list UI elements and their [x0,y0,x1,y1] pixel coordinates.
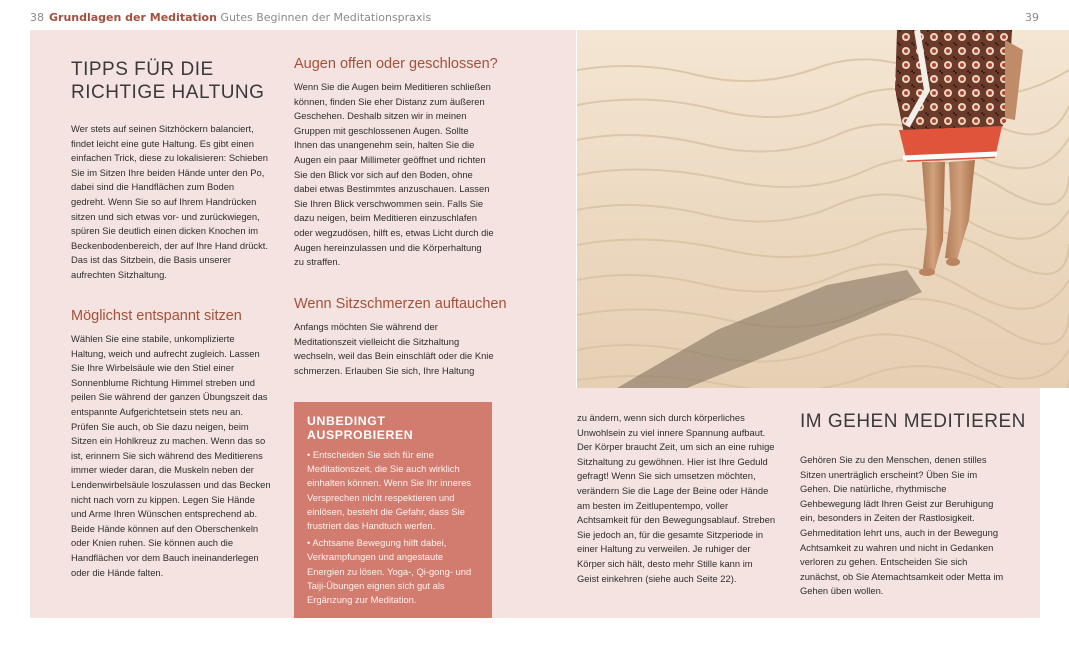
sand-walk-illustration [577,30,1069,388]
page-number-right: 39 [1025,11,1039,24]
relaxed-sitting-text: Wählen Sie eine stabile, unkomplizierte Haltung, weich und aufrecht zugleich. Lassen Sie Ihre Wirbelsäule wie den Stiel einer Sonnenblume Richtung Himmel streben und peilen Sie während der ganzen Übungszeit das entspannte Aufgerichtetsein stets neu an. Prüfen Sie auch, ob Sie dazu neigen, beim Sitzen ein Hohlkreuz zu machen. Wenn das so ist, erinnern Sie sich während des Meditierens immer wieder daran, die Muskeln neben der Lendenwirbelsäule loszulassen und das Becken nicht nach vorn zu kippen. Legen Sie Hände und Arme Ihren Wünschen entsprechend ab. Beide Hände können auf den Oberschenkeln oder Knien ruhen. Sie können auch die Handflächen vor dem Bauch ineinanderlegen oder die Hände falten. [71,333,271,578]
sitting-continuation-text: zu ändern, wenn sich durch körperliches Unwohlsein zu viel innere Spannung aufbaut. Der Körper braucht Zeit, um sich an eine ruhige Sitzhaltung zu gewöhnen. Hier ist Ihre Geduld gefragt! Wenn Sie sich umsetzen möchten, verändern Sie die Lage der Beine oder Hände am besten im Zeitlupentempo, voller Achtsamkeit für den Bewegungsablauf. Streben Sie jedoch an, für die gesamte Sitzperiode in einer Haltung zu verweilen. Je ruhiger der Körper sich hält, desto mehr Stille kann im Geist einkehren (siehe auch Seite 22). [577,412,776,584]
tips-title [71,58,281,104]
relaxed-sitting-heading: Möglichst entspannt sitzen [71,308,242,324]
tips-title-line2: RICHTIGE HALTUNG [71,82,265,103]
walking-meditation-text: Gehören Sie zu den Menschen, denen stilles Sitzen unerträglich erscheint? Üben Sie im Gehen. Die natürliche, rhythmische Gehbewegung lädt Ihren Geist zur Beruhigung ein, besonders in Zeiten der Rastlosigkeit. Gehmeditation lehrt uns, auch in der Bewegung Achtsamkeit zu wahren und nicht in Gedanken verloren zu gehen. Entscheiden Sie sich zunächst, ob Sie Atemachtsamkeit oder Metta im Gehen üben wollen. [800,454,1004,597]
tips-intro-text: Wer stets auf seinen Sitzhöckern balanciert, findet leicht eine gute Haltung. Es gibt einen einfachen Trick, diese zu lokalisieren: Schieben Sie im Sitzen Ihre beiden Hände unter den Po, dabei sind die Handflächen zum Boden gedreht. Wenn Sie so auf Ihrem Handrücken sitzen und sich etwas vor- und zurückwiegen, spüren Sie deutlich einen dicken Knochen im Beckenbodenbereich, der auf Ihre Hand drückt. Das ist das Sitzbein, die Basis unserer aufrechten Sitzhaltung. [71,123,268,280]
pain-heading: Wenn Sitzschmerzen auftauchen [294,296,507,312]
pain-text: Anfangs möchten Sie während der Meditationszeit vielleicht die Sitzhaltung wechseln, weil das Bein einschläft oder die Knie schmerzen. Erlauben Sie sich, Ihre Haltung [294,321,494,376]
running-title [49,11,431,24]
section-title: Grundlagen der Meditation [49,11,217,24]
eyes-text: Wenn Sie die Augen beim Meditieren schließen können, finden Sie eher Distanz zum äußeren Geschehen. Deshalb sitzen wir in meinen Gruppen mit geschlossenen Augen. Sollte Ihnen das unangenehm sein, halten Sie die Augen ein paar Millimeter geöffnet und richten Sie den Blick vor sich auf den Boden, ohne dabei etwas Bestimmtes anzuschauen. Lassen Sie Ihren Blick verschwommen sein. Falls Sie dazu neigen, beim Meditieren einzuschlafen oder wegzudösen, hilft es, etwas Licht durch die Augen hereinzulassen und die Körperhaltung zu straffen. [294,81,494,268]
walking-meditation-title: IM GEHEN MEDITIEREN [800,411,1026,432]
tips-title-line1: TIPPS FÜR DIE [71,59,214,80]
running-header [30,8,1039,26]
section-subtitle: Gutes Beginnen der Meditationspraxis [220,11,432,24]
walking-photo [577,30,1069,388]
tip-box-title: UNBEDINGT AUSPROBIEREN [307,414,414,442]
tip-box-item-1: • Entscheiden Sie sich für eine Meditationszeit, die Sie auch wirklich einhalten können. Wenn Sie Ihr inneres Versprechen nicht respektieren und einlösen, besteht die Gefahr, dass Sie frustriert das Handtuch werfen. [307,449,471,532]
page-number-left: 38 [30,11,44,24]
tip-box [294,402,492,618]
tip-box-item-2: • Achtsame Bewegung hilft dabei, Verkrampfungen und angestaute Energien zu lösen. Yoga-, Qi-gong- und Taiji-Übungen eignen sich gut als Ergänzung zur Meditation. [307,537,472,606]
eyes-heading: Augen offen oder geschlossen? [294,56,498,72]
